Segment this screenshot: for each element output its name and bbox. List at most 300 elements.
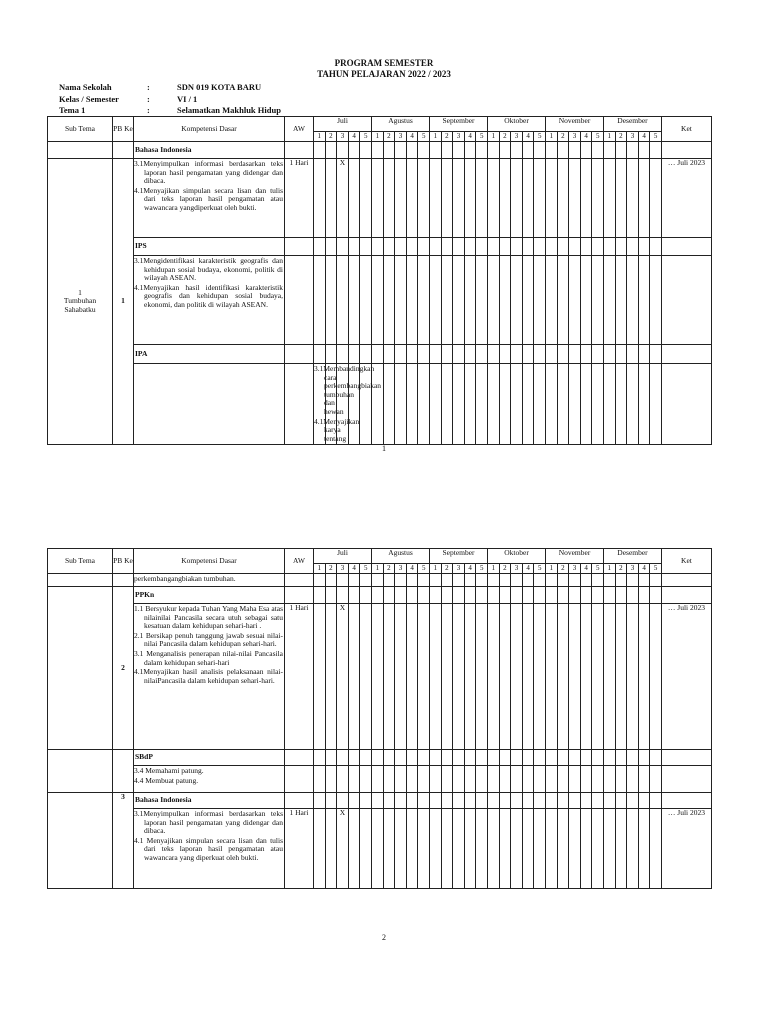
week-cell xyxy=(546,604,558,750)
kd-cell: 3.1Membandingkan cara perkembangbiakan tumbuhan dan hewan 4.1Menyajikan karya tentang xyxy=(314,364,326,445)
week-number: 2 xyxy=(383,132,395,142)
week-cell xyxy=(569,256,581,345)
week-number: 5 xyxy=(418,564,430,574)
week-cell xyxy=(476,750,488,766)
week-cell xyxy=(348,587,360,604)
subject-title: IPA xyxy=(134,345,285,364)
week-cell xyxy=(604,793,616,809)
week-cell xyxy=(395,766,407,793)
meta-label: Tema 1 xyxy=(59,105,86,115)
week-cell xyxy=(638,238,650,256)
week-cell xyxy=(418,159,430,238)
week-cell xyxy=(604,238,616,256)
week-cell xyxy=(337,574,349,587)
week-cell xyxy=(534,750,546,766)
week-cell xyxy=(546,809,558,889)
week-cell xyxy=(360,793,372,809)
page-number: 2 xyxy=(382,933,386,942)
week-cell xyxy=(348,364,360,445)
week-cell xyxy=(615,766,627,793)
week-cell xyxy=(650,574,662,587)
week-cell xyxy=(592,587,604,604)
week-cell xyxy=(476,809,488,889)
week-cell xyxy=(661,364,711,445)
week-cell xyxy=(348,766,360,793)
week-cell xyxy=(615,574,627,587)
week-cell xyxy=(488,766,500,793)
week-cell xyxy=(522,345,534,364)
week-cell xyxy=(592,142,604,159)
week-number: 2 xyxy=(499,564,511,574)
week-cell xyxy=(314,604,326,750)
meta-value: SDN 019 KOTA BARU xyxy=(177,82,262,92)
subject-title: IPS xyxy=(134,238,285,256)
week-cell xyxy=(499,574,511,587)
week-cell xyxy=(383,587,395,604)
week-cell xyxy=(406,574,418,587)
week-cell xyxy=(522,750,534,766)
week-cell xyxy=(441,345,453,364)
table-row xyxy=(48,766,712,793)
table-row xyxy=(48,345,712,364)
week-cell xyxy=(360,750,372,766)
week-cell xyxy=(360,238,372,256)
week-number: 3 xyxy=(627,564,639,574)
week-number: 4 xyxy=(522,132,534,142)
kd-cell: 3.1Menyimpulkan informasi berdasarkan teks laporan hasil pengamatan yang didengar dan dibaca. 4.1 Menyajikan simpulan secara lisan dan tulis dari teks laporan hasil pengamatan atau wawancara yang diperkuat oleh bukti. xyxy=(134,809,285,889)
week-cell xyxy=(557,142,569,159)
week-number: 1 xyxy=(488,132,500,142)
col-header-kd: Kompetensi Dasar xyxy=(134,549,285,574)
week-number: 5 xyxy=(476,564,488,574)
week-cell xyxy=(325,256,337,345)
week-cell xyxy=(580,159,592,238)
week-cell xyxy=(337,238,349,256)
week-cell xyxy=(418,587,430,604)
week-cell xyxy=(580,574,592,587)
week-cell xyxy=(569,159,581,238)
week-cell xyxy=(546,364,558,445)
week-cell xyxy=(418,364,430,445)
week-cell xyxy=(522,604,534,750)
week-cell xyxy=(476,364,488,445)
program-table-page1 xyxy=(47,116,712,445)
week-cell xyxy=(638,587,650,604)
week-cell xyxy=(604,587,616,604)
week-cell xyxy=(627,256,639,345)
week-cell xyxy=(453,364,465,445)
week-cell xyxy=(488,256,500,345)
week-number: 3 xyxy=(627,132,639,142)
week-cell xyxy=(604,766,616,793)
week-cell xyxy=(383,793,395,809)
col-header-aw: AW xyxy=(285,117,314,142)
doc-title: PROGRAM SEMESTER xyxy=(334,58,434,68)
table-row xyxy=(48,604,712,750)
week-cell xyxy=(522,574,534,587)
ket-value: … Juli 2023 xyxy=(661,604,711,750)
week-cell xyxy=(372,159,384,238)
week-cell xyxy=(511,766,523,793)
ket-value: … Juli 2023 xyxy=(661,809,711,889)
week-cell xyxy=(511,587,523,604)
week-cell xyxy=(418,793,430,809)
week-cell xyxy=(383,574,395,587)
week-cell xyxy=(522,587,534,604)
week-cell xyxy=(615,793,627,809)
week-number: 1 xyxy=(604,132,616,142)
aw-value: 1 Hari xyxy=(285,159,314,238)
week-cell xyxy=(314,793,326,809)
week-cell xyxy=(476,345,488,364)
kd-cell: 3.1Menyimpulkan informasi berdasarkan teks laporan hasil pengamatan yang didengar dan dibaca. 4.1Menyajikan simpulan secara lisan dan tulis dari teks laporan hasil pengamatan atau wawancara yangdiperkuat oleh bukti. xyxy=(134,159,285,238)
week-cell xyxy=(453,809,465,889)
week-cell xyxy=(499,142,511,159)
week-cell xyxy=(534,238,546,256)
week-cell xyxy=(557,238,569,256)
week-cell xyxy=(627,159,639,238)
week-cell xyxy=(499,809,511,889)
week-cell xyxy=(580,345,592,364)
week-cell xyxy=(453,766,465,793)
week-cell xyxy=(395,256,407,345)
week-cell xyxy=(650,238,662,256)
week-number: 2 xyxy=(615,564,627,574)
week-cell xyxy=(418,256,430,345)
week-number: 2 xyxy=(325,564,337,574)
month-header: Desember xyxy=(604,117,662,132)
pb-number: 3 xyxy=(113,793,134,889)
week-cell xyxy=(360,256,372,345)
week-cell xyxy=(557,766,569,793)
week-cell xyxy=(534,766,546,793)
week-cell xyxy=(337,766,349,793)
week-cell xyxy=(546,750,558,766)
week-cell xyxy=(418,604,430,750)
week-cell xyxy=(441,159,453,238)
week-cell xyxy=(453,256,465,345)
week-cell xyxy=(418,142,430,159)
week-cell xyxy=(464,159,476,238)
week-number: 4 xyxy=(464,564,476,574)
week-cell xyxy=(650,159,662,238)
week-cell xyxy=(580,604,592,750)
week-cell xyxy=(314,750,326,766)
week-cell xyxy=(557,809,569,889)
week-cell xyxy=(488,587,500,604)
week-cell xyxy=(627,345,639,364)
week-cell xyxy=(604,345,616,364)
week-cell xyxy=(534,809,546,889)
week-cell xyxy=(453,750,465,766)
week-number: 5 xyxy=(534,564,546,574)
week-cell xyxy=(638,766,650,793)
week-cell xyxy=(499,766,511,793)
week-cell xyxy=(325,142,337,159)
week-cell xyxy=(383,142,395,159)
week-cell xyxy=(650,142,662,159)
col-header-aw: AW xyxy=(285,549,314,574)
pb-number: 2 xyxy=(113,587,134,750)
week-cell xyxy=(348,750,360,766)
week-cell xyxy=(580,809,592,889)
week-number: 3 xyxy=(395,132,407,142)
week-cell xyxy=(325,750,337,766)
week-cell xyxy=(615,750,627,766)
week-cell xyxy=(348,793,360,809)
week-cell xyxy=(441,364,453,445)
week-cell xyxy=(430,364,442,445)
week-cell xyxy=(534,793,546,809)
week-cell xyxy=(546,587,558,604)
week-cell xyxy=(418,809,430,889)
week-cell xyxy=(383,345,395,364)
week-cell xyxy=(569,793,581,809)
week-cell xyxy=(383,364,395,445)
week-number: 2 xyxy=(557,132,569,142)
week-cell xyxy=(464,345,476,364)
week-number: 1 xyxy=(372,132,384,142)
week-number: 5 xyxy=(418,132,430,142)
week-cell xyxy=(314,256,326,345)
ket-value: … Juli 2023 xyxy=(661,159,711,238)
week-cell xyxy=(325,809,337,889)
kd-cell: 3.1Mengidentifikasi karakteristik geografis dan kehidupan sosial budaya, ekonomi, politik di wilayah ASEAN. 4.1Menyajikan hasil identifikasi karakteristik geografis dan kehidupan sosial budaya, ekonomi, dan politik di wilayah ASEAN. xyxy=(134,256,285,345)
week-cell xyxy=(650,587,662,604)
week-number: 2 xyxy=(441,132,453,142)
week-cell xyxy=(488,750,500,766)
week-number: 4 xyxy=(580,564,592,574)
week-cell xyxy=(464,793,476,809)
week-number: 1 xyxy=(430,564,442,574)
week-cell xyxy=(360,604,372,750)
week-number: 1 xyxy=(604,564,616,574)
week-cell xyxy=(325,587,337,604)
week-cell xyxy=(441,142,453,159)
week-number: 5 xyxy=(360,132,372,142)
week-cell xyxy=(406,142,418,159)
week-number: 4 xyxy=(522,564,534,574)
week-cell xyxy=(337,142,349,159)
month-header: Agustus xyxy=(372,117,430,132)
week-cell xyxy=(557,587,569,604)
week-cell xyxy=(499,793,511,809)
week-cell xyxy=(488,345,500,364)
week-cell xyxy=(441,809,453,889)
week-cell xyxy=(360,587,372,604)
week-cell xyxy=(580,750,592,766)
week-cell xyxy=(627,809,639,889)
month-header: September xyxy=(430,549,488,564)
week-cell xyxy=(418,345,430,364)
week-cell xyxy=(650,256,662,345)
week-cell xyxy=(372,345,384,364)
week-number: 2 xyxy=(325,132,337,142)
aw-value: 1 Hari xyxy=(285,604,314,750)
week-cell xyxy=(348,238,360,256)
week-cell xyxy=(511,809,523,889)
week-number: 4 xyxy=(638,132,650,142)
week-cell xyxy=(453,574,465,587)
week-cell xyxy=(395,345,407,364)
week-cell xyxy=(488,159,500,238)
table-row xyxy=(48,574,712,587)
week-number: 4 xyxy=(580,132,592,142)
kd-cell: 3.4 Memahami patung. 4.4 Membuat patung. xyxy=(134,766,285,793)
week-cell xyxy=(546,159,558,238)
week-cell xyxy=(627,750,639,766)
week-cell xyxy=(580,238,592,256)
week-cell xyxy=(476,159,488,238)
week-cell xyxy=(395,364,407,445)
week-cell xyxy=(546,766,558,793)
week-cell xyxy=(453,345,465,364)
week-cell xyxy=(430,793,442,809)
week-cell xyxy=(430,256,442,345)
week-cell xyxy=(511,238,523,256)
week-cell xyxy=(476,238,488,256)
week-cell xyxy=(627,574,639,587)
week-cell xyxy=(348,345,360,364)
week-cell xyxy=(569,750,581,766)
week-cell xyxy=(360,766,372,793)
week-cell xyxy=(430,604,442,750)
week-cell xyxy=(325,345,337,364)
week-cell xyxy=(360,345,372,364)
week-cell xyxy=(615,256,627,345)
week-cell xyxy=(406,793,418,809)
week-cell xyxy=(314,809,326,889)
week-cell xyxy=(395,574,407,587)
week-cell xyxy=(569,364,581,445)
meta-value: Selamatkan Makhluk Hidup xyxy=(177,105,281,115)
week-cell xyxy=(592,159,604,238)
week-cell xyxy=(522,238,534,256)
week-cell xyxy=(511,159,523,238)
week-cell xyxy=(511,142,523,159)
week-cell xyxy=(418,238,430,256)
week-cell xyxy=(395,750,407,766)
week-number: 1 xyxy=(314,132,326,142)
week-cell xyxy=(638,256,650,345)
week-cell xyxy=(348,142,360,159)
week-cell xyxy=(464,142,476,159)
week-cell xyxy=(464,364,476,445)
week-cell xyxy=(337,793,349,809)
week-number: 2 xyxy=(499,132,511,142)
week-cell xyxy=(325,238,337,256)
col-header-kd: Kompetensi Dasar xyxy=(134,117,285,142)
week-cell xyxy=(534,159,546,238)
week-number: 3 xyxy=(337,132,349,142)
week-cell xyxy=(406,256,418,345)
week-cell xyxy=(534,345,546,364)
week-cell xyxy=(476,766,488,793)
week-cell xyxy=(650,809,662,889)
week-cell xyxy=(360,142,372,159)
week-cell xyxy=(499,345,511,364)
week-cell xyxy=(638,142,650,159)
week-cell xyxy=(499,256,511,345)
week-number: 2 xyxy=(557,564,569,574)
week-cell xyxy=(522,793,534,809)
week-number: 5 xyxy=(650,132,662,142)
week-cell xyxy=(627,604,639,750)
week-cell xyxy=(430,159,442,238)
week-cell xyxy=(441,256,453,345)
month-header: Juli xyxy=(314,117,372,132)
week-cell xyxy=(638,793,650,809)
week-cell xyxy=(441,238,453,256)
week-cell xyxy=(592,256,604,345)
week-cell xyxy=(522,364,534,445)
week-number: 1 xyxy=(430,132,442,142)
week-cell xyxy=(430,238,442,256)
week-cell xyxy=(395,604,407,750)
week-cell xyxy=(499,604,511,750)
week-cell xyxy=(430,587,442,604)
week-cell xyxy=(557,345,569,364)
week-cell xyxy=(522,159,534,238)
week-cell xyxy=(441,793,453,809)
week-cell xyxy=(476,256,488,345)
week-cell xyxy=(569,809,581,889)
week-mark: X xyxy=(337,604,349,750)
week-cell xyxy=(348,574,360,587)
week-cell xyxy=(615,238,627,256)
week-cell xyxy=(314,574,326,587)
week-cell xyxy=(383,604,395,750)
week-cell xyxy=(592,364,604,445)
week-cell xyxy=(557,574,569,587)
subtema-cell: 1 Tumbuhan Sahabatku xyxy=(48,159,113,445)
week-cell xyxy=(580,766,592,793)
week-cell xyxy=(325,604,337,750)
week-cell xyxy=(499,587,511,604)
week-cell xyxy=(522,766,534,793)
week-cell xyxy=(464,574,476,587)
week-cell xyxy=(372,750,384,766)
week-cell xyxy=(638,159,650,238)
week-cell xyxy=(395,238,407,256)
week-cell xyxy=(511,793,523,809)
week-cell xyxy=(615,604,627,750)
table-row xyxy=(48,364,712,445)
week-cell xyxy=(557,793,569,809)
week-cell xyxy=(325,766,337,793)
table-row xyxy=(48,256,712,345)
week-mark: X xyxy=(337,159,349,238)
week-cell xyxy=(557,159,569,238)
week-cell xyxy=(546,238,558,256)
week-cell xyxy=(464,604,476,750)
week-cell xyxy=(348,256,360,345)
week-cell xyxy=(557,256,569,345)
week-cell xyxy=(511,750,523,766)
week-cell xyxy=(488,238,500,256)
week-cell xyxy=(592,574,604,587)
subject-title: Bahasa Indonesia xyxy=(134,793,285,809)
week-cell xyxy=(464,256,476,345)
week-cell xyxy=(569,766,581,793)
week-cell xyxy=(360,574,372,587)
table-row xyxy=(48,750,712,766)
col-header-ket: Ket xyxy=(661,549,711,574)
kd-cell: 1.1 Bersyukur kepada Tuhan Yang Maha Esa atas nilainilai Pancasila secara utuh sebagai satu kesatuan dalam kehidupan sehari-hari . 2.1 Bersikap penuh tanggung jawab sesuai nilai-nilai Pancasila dalam kehidupan sehari-hari. 3.1 Menganalisis penerapan nilai-nilai Pancasila dalam kehidupan sehari-hari 4.1Menyajikan hasil analisis pelaksanaan nilai-nilaiPancasila dalam kehidupan sehari-hari. xyxy=(134,604,285,750)
week-cell xyxy=(638,574,650,587)
week-cell xyxy=(441,587,453,604)
week-cell xyxy=(441,574,453,587)
